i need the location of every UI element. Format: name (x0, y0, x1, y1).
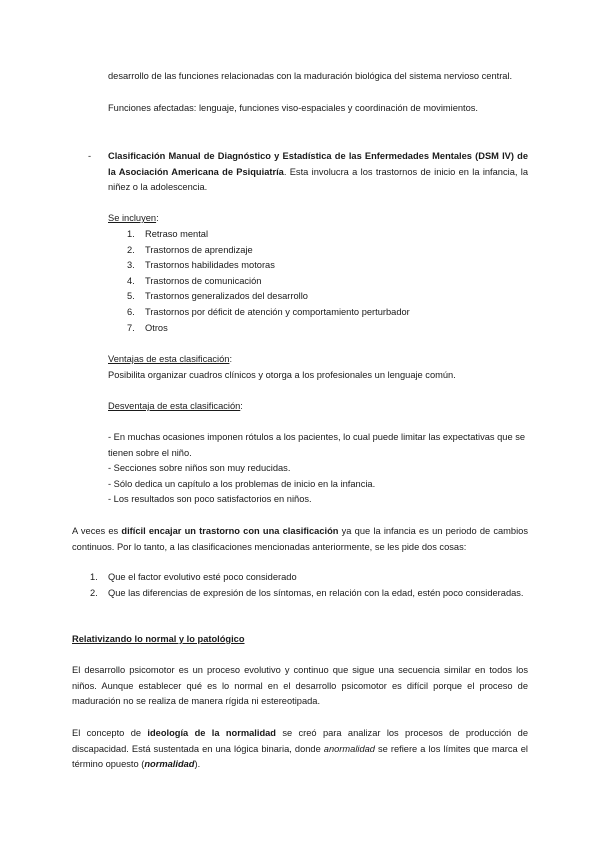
list-number: 5. (127, 291, 135, 302)
list-text: Trastornos de aprendizaje (145, 244, 253, 255)
list-text: Trastornos habilidades motoras (145, 260, 275, 271)
disadvantage-label: Desventaja de esta clasificación (108, 401, 241, 411)
list-text: Trastornos por déficit de atención y comportamiento perturbador (145, 306, 410, 317)
list-number: 1. (127, 229, 135, 239)
advantages-heading (108, 352, 232, 368)
veces-bold: difícil encajar un trastorno con una clasificación (121, 526, 339, 536)
list-item (127, 274, 527, 290)
p2-mid: se creó para analizar los procesos de producción de discapacidad. Está sustentada en una lógica binaria, donde (72, 728, 528, 754)
dsm-description: . Esta involucra a los trastornos de inicio en la infancia, la niñez o la adolescencia. (108, 166, 528, 193)
advantages-label: Ventajas de esta clasificación (108, 354, 230, 364)
relativizando-paragraph-1: El desarrollo psicomotor es un proceso evolutivo y continuo que sigue una secuencia similar en todos los niños. Aunque establecer qué es lo normal en el desarrollo psicomotor es difícil porque el proceso de maduración no se realiza de manera rígida ni estereotipada. (72, 665, 528, 707)
disadvantage-item: - Secciones sobre niños son muy reducidas. (108, 463, 291, 473)
p2-bold: ideología de la normalidad (147, 728, 276, 738)
intro-line-1: desarrollo de las funciones relacionadas con la maduración biológica del sistema nervioso central. (108, 71, 513, 81)
p2-start: El concepto de (72, 728, 148, 738)
bullet-dash: - (88, 151, 92, 161)
list-item (127, 305, 527, 321)
p2-italic-normalidad: normalidad (144, 759, 195, 770)
intro-line-2: Funciones afectadas: lenguaje, funciones viso-espaciales y coordinación de movimientos. (108, 103, 479, 113)
advantages-text: Posibilita organizar cuadros clínicos y otorga a los profesionales un lenguaje común. (108, 370, 456, 380)
includes-colon: : (156, 213, 159, 223)
veces-paragraph (72, 524, 528, 555)
dsm-paragraph (108, 149, 528, 196)
disadvantage-heading (108, 399, 243, 415)
list-number: 2. (90, 587, 98, 598)
list-number: 1. (90, 572, 98, 582)
includes-list (127, 227, 527, 336)
p2-end: ). (194, 759, 201, 770)
disadvantage-item: - Los resultados son poco satisfactorios en niños. (108, 494, 312, 504)
list-item (127, 243, 527, 259)
list-item (90, 570, 528, 586)
p2-italic-anormalidad: anormalidad (323, 743, 375, 754)
list-text: Otros (145, 322, 168, 333)
list-item (127, 289, 527, 305)
veces-start: A veces es (72, 526, 122, 536)
list-item (127, 258, 527, 274)
list-item (90, 586, 528, 602)
relativizando-title: Relativizando lo normal y lo patológico (72, 634, 245, 644)
p2-mid2: se refiere a los límites que marca el término opuesto ( (72, 743, 528, 770)
list-text: Que el factor evolutivo esté poco considerado (108, 572, 297, 582)
list-number: 7. (127, 322, 135, 333)
list-number: 4. (127, 275, 135, 286)
includes-label: Se incluyen (108, 213, 157, 223)
list-text: Trastornos generalizados del desarrollo (145, 291, 308, 302)
advantages-colon: : (229, 354, 233, 364)
veces-list (90, 570, 528, 601)
disadvantage-item: - En muchas ocasiones imponen rótulos a los pacientes, lo cual puede limitar las expectativas que se tienen sobre el niño. (108, 432, 526, 458)
list-number: 2. (127, 244, 135, 255)
list-text: Retraso mental (145, 229, 209, 239)
list-number: 6. (127, 306, 135, 317)
dsm-title: Clasificación Manual de Diagnóstico y Estadística de las Enfermedades Mentales (DSM IV) de la Asociación Americana de Psiquiatría (108, 151, 528, 177)
list-item (127, 227, 527, 243)
list-text: Que las diferencias de expresión de los síntomas, en relación con la edad, estén poco consideradas. (108, 587, 524, 598)
veces-rest: ya que la infancia es un periodo de cambios continuos. Por lo tanto, a las clasificaciones mencionadas anteriormente, se les pide dos cosas: (72, 526, 528, 552)
disadvantage-colon: : (240, 401, 243, 411)
list-number: 3. (127, 260, 135, 271)
includes-heading (108, 211, 159, 227)
disadvantage-item: - Sólo dedica un capítulo a los problemas de inicio en la infancia. (108, 479, 376, 489)
list-text: Trastornos de comunicación (145, 275, 262, 286)
list-item (127, 321, 527, 337)
relativizando-heading (72, 632, 245, 648)
relativizando-paragraph-2 (72, 726, 528, 773)
